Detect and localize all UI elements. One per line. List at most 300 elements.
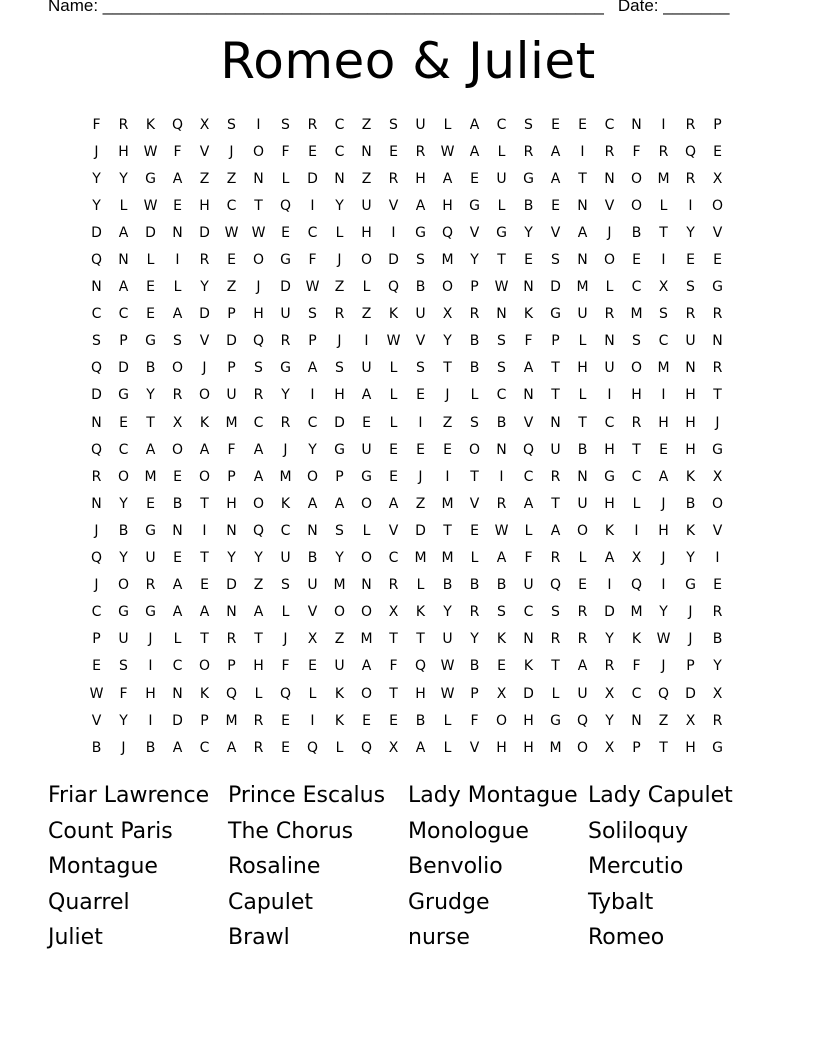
grid-letter: F xyxy=(632,658,641,675)
grid-letter: B xyxy=(307,550,318,567)
grid-letter: R xyxy=(469,306,480,323)
grid-letter: F xyxy=(281,658,290,675)
grid-letter: R xyxy=(712,360,723,377)
grid-letter: K xyxy=(496,631,507,648)
grid-letter: K xyxy=(415,604,426,621)
grid-letter: O xyxy=(360,685,373,702)
grid-letter: B xyxy=(469,360,480,377)
grid-letter: O xyxy=(198,658,211,675)
grid-letter: T xyxy=(443,360,452,377)
grid-letter: Q xyxy=(171,116,184,133)
grid-letter: I xyxy=(445,468,450,485)
grid-letter: L xyxy=(335,224,344,241)
grid-letter: O xyxy=(198,387,211,404)
grid-letter: A xyxy=(523,360,534,377)
grid-letter: C xyxy=(91,604,102,621)
grid-letter: E xyxy=(551,116,560,133)
grid-letter: H xyxy=(253,658,264,675)
grid-letter: L xyxy=(389,387,398,404)
grid-letter: O xyxy=(630,197,643,214)
grid-letter: E xyxy=(632,252,641,269)
grid-letter: G xyxy=(145,522,156,539)
grid-letter: X xyxy=(388,604,399,621)
grid-letter: H xyxy=(415,170,426,187)
grid-letter: I xyxy=(364,333,369,350)
grid-letter: Y xyxy=(119,712,128,729)
grid-letter: Y xyxy=(227,550,236,567)
grid-letter: K xyxy=(523,306,534,323)
grid-letter: G xyxy=(712,441,723,458)
grid-letter: A xyxy=(415,739,426,756)
grid-letter: R xyxy=(631,414,642,431)
grid-letter: E xyxy=(713,252,722,269)
word-list-item: Count Paris xyxy=(48,818,173,844)
grid-letter: C xyxy=(631,468,642,485)
grid-letter: Y xyxy=(605,631,614,648)
grid-letter: T xyxy=(254,197,263,214)
grid-letter: X xyxy=(604,685,615,702)
word-list-item: Soliloquy xyxy=(588,818,689,844)
grid-letter: T xyxy=(389,685,398,702)
grid-letter: R xyxy=(226,631,237,648)
grid-letter: M xyxy=(225,712,238,729)
grid-letter: A xyxy=(388,495,399,512)
grid-letter: Q xyxy=(252,522,265,539)
grid-letter: P xyxy=(470,685,479,702)
grid-letter: Q xyxy=(360,739,373,756)
grid-letter: D xyxy=(523,685,534,702)
grid-letter: J xyxy=(121,739,126,756)
grid-letter: T xyxy=(632,441,641,458)
grid-letter: M xyxy=(441,550,454,567)
grid-letter: A xyxy=(550,143,561,160)
grid-letter: S xyxy=(119,658,128,675)
grid-letter: L xyxy=(281,604,290,621)
word-list-item: Tybalt xyxy=(588,889,654,915)
grid-letter: I xyxy=(391,224,396,241)
grid-letter: J xyxy=(148,631,153,648)
grid-letter: I xyxy=(310,197,315,214)
grid-letter: K xyxy=(280,495,291,512)
grid-letter: O xyxy=(630,360,643,377)
grid-letter: E xyxy=(551,197,560,214)
grid-letter: T xyxy=(254,631,263,648)
grid-letter: R xyxy=(604,143,615,160)
grid-letter: Y xyxy=(524,224,533,241)
grid-letter: H xyxy=(604,495,615,512)
grid-letter: J xyxy=(337,252,342,269)
grid-letter: C xyxy=(118,441,129,458)
grid-letter: F xyxy=(281,143,290,160)
grid-letter: A xyxy=(253,468,264,485)
grid-letter: N xyxy=(631,116,642,133)
grid-letter: R xyxy=(253,739,264,756)
grid-letter: N xyxy=(91,495,102,512)
grid-letter: Q xyxy=(441,224,454,241)
grid-letter: J xyxy=(256,279,261,296)
grid-letter: T xyxy=(200,550,209,567)
grid-letter: X xyxy=(658,279,669,296)
grid-letter: W xyxy=(251,224,266,241)
grid-letter: A xyxy=(469,116,480,133)
grid-letter: A xyxy=(523,495,534,512)
grid-letter: L xyxy=(659,197,668,214)
grid-letter: R xyxy=(577,631,588,648)
grid-letter: H xyxy=(442,197,453,214)
grid-letter: R xyxy=(469,604,480,621)
grid-letter: Y xyxy=(119,170,128,187)
grid-letter: I xyxy=(148,712,153,729)
grid-letter: Y xyxy=(92,170,101,187)
grid-letter: L xyxy=(362,522,371,539)
grid-letter: A xyxy=(118,279,129,296)
grid-letter: M xyxy=(441,252,454,269)
grid-letter: I xyxy=(715,550,720,567)
grid-letter: X xyxy=(442,306,453,323)
word-list-item: Juliet xyxy=(48,925,103,950)
header-fields xyxy=(48,0,729,16)
grid-letter: A xyxy=(577,658,588,675)
grid-letter: J xyxy=(202,360,207,377)
grid-letter: N xyxy=(334,170,345,187)
grid-letter: J xyxy=(229,143,234,160)
grid-letter: E xyxy=(308,658,317,675)
grid-letter: N xyxy=(496,441,507,458)
grid-letter: T xyxy=(389,631,398,648)
grid-letter: J xyxy=(607,224,612,241)
grid-letter: N xyxy=(226,604,237,621)
grid-letter: Z xyxy=(415,495,426,512)
grid-letter: Y xyxy=(470,631,479,648)
grid-letter: M xyxy=(657,170,670,187)
grid-letter: G xyxy=(334,441,345,458)
grid-letter: A xyxy=(145,441,156,458)
grid-letter: U xyxy=(280,306,291,323)
grid-letter: Z xyxy=(334,631,345,648)
grid-letter: P xyxy=(227,360,236,377)
word-list-item: Lady Capulet xyxy=(588,783,733,808)
grid-letter: Z xyxy=(199,170,210,187)
grid-letter: R xyxy=(145,577,156,594)
grid-letter: V xyxy=(604,197,615,214)
grid-letter: L xyxy=(578,333,587,350)
grid-letter: O xyxy=(306,468,319,485)
grid-letter: A xyxy=(550,522,561,539)
word-list-item: Rosaline xyxy=(228,854,321,879)
grid-letter: R xyxy=(685,116,696,133)
grid-letter: E xyxy=(281,224,290,241)
grid-letter: K xyxy=(199,414,210,431)
grid-letter: K xyxy=(334,685,345,702)
grid-letter: N xyxy=(577,252,588,269)
grid-letter: B xyxy=(469,577,480,594)
grid-letter: A xyxy=(199,441,210,458)
grid-letter: R xyxy=(388,577,399,594)
grid-letter: E xyxy=(389,468,398,485)
grid-letter: E xyxy=(443,441,452,458)
grid-letter: Q xyxy=(90,550,103,567)
grid-letter: N xyxy=(523,279,534,296)
grid-letter: O xyxy=(360,550,373,567)
grid-letter: L xyxy=(470,550,479,567)
grid-letter: S xyxy=(92,333,101,350)
grid-letter: M xyxy=(360,631,373,648)
grid-letter: F xyxy=(524,333,533,350)
grid-letter: I xyxy=(310,387,315,404)
grid-letter: T xyxy=(497,252,506,269)
grid-letter: I xyxy=(661,252,666,269)
grid-letter: R xyxy=(91,468,102,485)
grid-letter: N xyxy=(577,197,588,214)
grid-letter: A xyxy=(415,197,426,214)
grid-letter: A xyxy=(361,387,372,404)
grid-letter: A xyxy=(658,468,669,485)
grid-letter: N xyxy=(496,306,507,323)
grid-letter: I xyxy=(256,116,261,133)
grid-letter: H xyxy=(118,143,129,160)
grid-letter: C xyxy=(280,522,291,539)
grid-letter: E xyxy=(146,495,155,512)
grid-letter: A xyxy=(307,495,318,512)
grid-letter: Y xyxy=(713,658,722,675)
grid-letter: T xyxy=(416,631,425,648)
grid-letter: L xyxy=(497,197,506,214)
grid-letter: O xyxy=(495,712,508,729)
grid-letter: Q xyxy=(522,441,535,458)
grid-letter: D xyxy=(415,522,426,539)
grid-letter: E xyxy=(281,739,290,756)
grid-letter: N xyxy=(604,170,615,187)
grid-letter: I xyxy=(202,522,207,539)
grid-letter: P xyxy=(713,116,722,133)
grid-letter: E xyxy=(524,252,533,269)
grid-letter: B xyxy=(118,522,129,539)
grid-letter: H xyxy=(604,441,615,458)
grid-letter: C xyxy=(388,550,399,567)
grid-letter: H xyxy=(658,522,669,539)
grid-letter: I xyxy=(580,143,585,160)
grid-letter: E xyxy=(389,712,398,729)
grid-letter: X xyxy=(199,116,210,133)
grid-letter: W xyxy=(386,333,401,350)
grid-letter: Q xyxy=(252,333,265,350)
grid-letter: E xyxy=(713,143,722,160)
grid-letter: Y xyxy=(686,224,695,241)
grid-letter: Z xyxy=(361,116,372,133)
grid-letter: V xyxy=(712,224,723,241)
grid-letter: S xyxy=(632,333,641,350)
grid-letter: O xyxy=(117,577,130,594)
grid-letter: T xyxy=(443,522,452,539)
grid-letter: N xyxy=(685,360,696,377)
grid-letter: M xyxy=(549,739,562,756)
grid-letter: N xyxy=(91,279,102,296)
grid-letter: F xyxy=(119,685,128,702)
grid-letter: K xyxy=(685,522,696,539)
grid-letter: H xyxy=(685,441,696,458)
grid-letter: N xyxy=(523,387,534,404)
grid-letter: G xyxy=(712,739,723,756)
grid-letter: R xyxy=(334,306,345,323)
word-list-item: Benvolio xyxy=(408,854,503,879)
grid-letter: E xyxy=(389,143,398,160)
grid-letter: T xyxy=(551,658,560,675)
grid-letter: Y xyxy=(92,197,101,214)
word-list-item: Friar Lawrence xyxy=(48,783,210,808)
grid-letter: L xyxy=(254,685,263,702)
grid-letter: S xyxy=(227,116,236,133)
grid-letter: Q xyxy=(225,685,238,702)
grid-letter: Y xyxy=(200,279,209,296)
grid-letter: J xyxy=(283,441,288,458)
grid-letter: Y xyxy=(119,550,128,567)
grid-letter: M xyxy=(333,577,346,594)
grid-letter: L xyxy=(335,739,344,756)
grid-letter: A xyxy=(253,441,264,458)
grid-letter: C xyxy=(253,414,264,431)
grid-letter: B xyxy=(685,495,696,512)
grid-letter: B xyxy=(523,197,534,214)
grid-letter: Q xyxy=(414,658,427,675)
grid-letter: C xyxy=(523,468,534,485)
grid-letter: O xyxy=(252,495,265,512)
grid-letter: A xyxy=(604,550,615,567)
grid-letter: K xyxy=(523,658,534,675)
grid-letter: G xyxy=(550,712,561,729)
grid-letter: R xyxy=(415,143,426,160)
grid-letter: K xyxy=(334,712,345,729)
grid-letter: G xyxy=(523,170,534,187)
grid-letter: U xyxy=(415,116,426,133)
grid-letter: J xyxy=(661,495,666,512)
grid-letter: G xyxy=(145,170,156,187)
grid-letter: U xyxy=(577,306,588,323)
grid-letter: E xyxy=(389,441,398,458)
grid-letter: S xyxy=(416,360,425,377)
grid-letter: U xyxy=(496,170,507,187)
grid-letter: H xyxy=(523,712,534,729)
grid-letter: Q xyxy=(387,279,400,296)
grid-letter: I xyxy=(175,252,180,269)
grid-letter: I xyxy=(688,197,693,214)
grid-letter: U xyxy=(118,631,129,648)
grid-letter: P xyxy=(227,306,236,323)
grid-letter: F xyxy=(389,658,398,675)
grid-letter: H xyxy=(685,414,696,431)
grid-letter: D xyxy=(199,306,210,323)
grid-letter: L xyxy=(497,143,506,160)
word-list-item: nurse xyxy=(408,925,470,950)
grid-letter: E xyxy=(146,279,155,296)
grid-letter: D xyxy=(91,224,102,241)
grid-letter: M xyxy=(225,414,238,431)
grid-letter: N xyxy=(550,414,561,431)
grid-letter: S xyxy=(335,522,344,539)
grid-letter: O xyxy=(252,143,265,160)
grid-letter: H xyxy=(658,414,669,431)
grid-letter: O xyxy=(171,441,184,458)
word-list-item: Prince Escalus xyxy=(228,783,386,808)
grid-letter: Q xyxy=(90,252,103,269)
grid-letter: Y xyxy=(335,197,344,214)
grid-letter: L xyxy=(524,522,533,539)
grid-letter: G xyxy=(496,224,507,241)
grid-letter: Q xyxy=(279,685,292,702)
grid-letter: O xyxy=(252,252,265,269)
grid-letter: N xyxy=(172,522,183,539)
grid-letter: T xyxy=(713,387,722,404)
grid-letter: C xyxy=(631,279,642,296)
grid-letter: L xyxy=(632,495,641,512)
grid-letter: T xyxy=(659,224,668,241)
grid-letter: H xyxy=(226,495,237,512)
grid-letter: D xyxy=(685,685,696,702)
grid-letter: R xyxy=(550,550,561,567)
grid-letter: Z xyxy=(226,279,237,296)
grid-letter: R xyxy=(604,658,615,675)
grid-letter: R xyxy=(280,414,291,431)
grid-letter: N xyxy=(712,333,723,350)
grid-letter: R xyxy=(577,604,588,621)
grid-letter: L xyxy=(146,252,155,269)
grid-letter: L xyxy=(605,279,614,296)
grid-letter: H xyxy=(631,387,642,404)
grid-letter: P xyxy=(227,468,236,485)
grid-letter: S xyxy=(497,604,506,621)
grid-letter: B xyxy=(442,577,453,594)
grid-letter: H xyxy=(199,197,210,214)
word-list-item: Lady Montague xyxy=(408,783,578,808)
grid-letter: U xyxy=(145,550,156,567)
grid-letter: O xyxy=(576,739,589,756)
grid-letter: H xyxy=(523,739,534,756)
grid-letter: Z xyxy=(253,577,264,594)
grid-letter: E xyxy=(173,197,182,214)
grid-letter: U xyxy=(361,441,372,458)
grid-letter: A xyxy=(550,170,561,187)
grid-letter: X xyxy=(496,685,507,702)
grid-letter: C xyxy=(91,306,102,323)
grid-letter: R xyxy=(280,333,291,350)
grid-letter: P xyxy=(686,658,695,675)
grid-letter: K xyxy=(145,116,156,133)
grid-letter: T xyxy=(578,414,587,431)
grid-letter: A xyxy=(172,604,183,621)
grid-letter: D xyxy=(388,252,399,269)
grid-letter: A xyxy=(361,658,372,675)
grid-letter: I xyxy=(634,522,639,539)
grid-letter: S xyxy=(308,306,317,323)
grid-letter: B xyxy=(469,333,480,350)
grid-letter: L xyxy=(281,170,290,187)
grid-letter: Y xyxy=(281,387,290,404)
grid-letter: Q xyxy=(549,577,562,594)
grid-letter: F xyxy=(173,143,182,160)
grid-letter: W xyxy=(143,197,158,214)
grid-letter: E xyxy=(362,414,371,431)
grid-letter: X xyxy=(685,712,696,729)
grid-letter: C xyxy=(172,658,183,675)
grid-letter: S xyxy=(389,116,398,133)
grid-letter: L xyxy=(470,387,479,404)
grid-letter: D xyxy=(172,712,183,729)
grid-letter: E xyxy=(173,468,182,485)
grid-letter: T xyxy=(200,631,209,648)
grid-letter: E xyxy=(281,712,290,729)
grid-letter: O xyxy=(711,495,724,512)
grid-letter: R xyxy=(712,712,723,729)
name-field: Name: _____________________________________________________ xyxy=(48,0,604,15)
